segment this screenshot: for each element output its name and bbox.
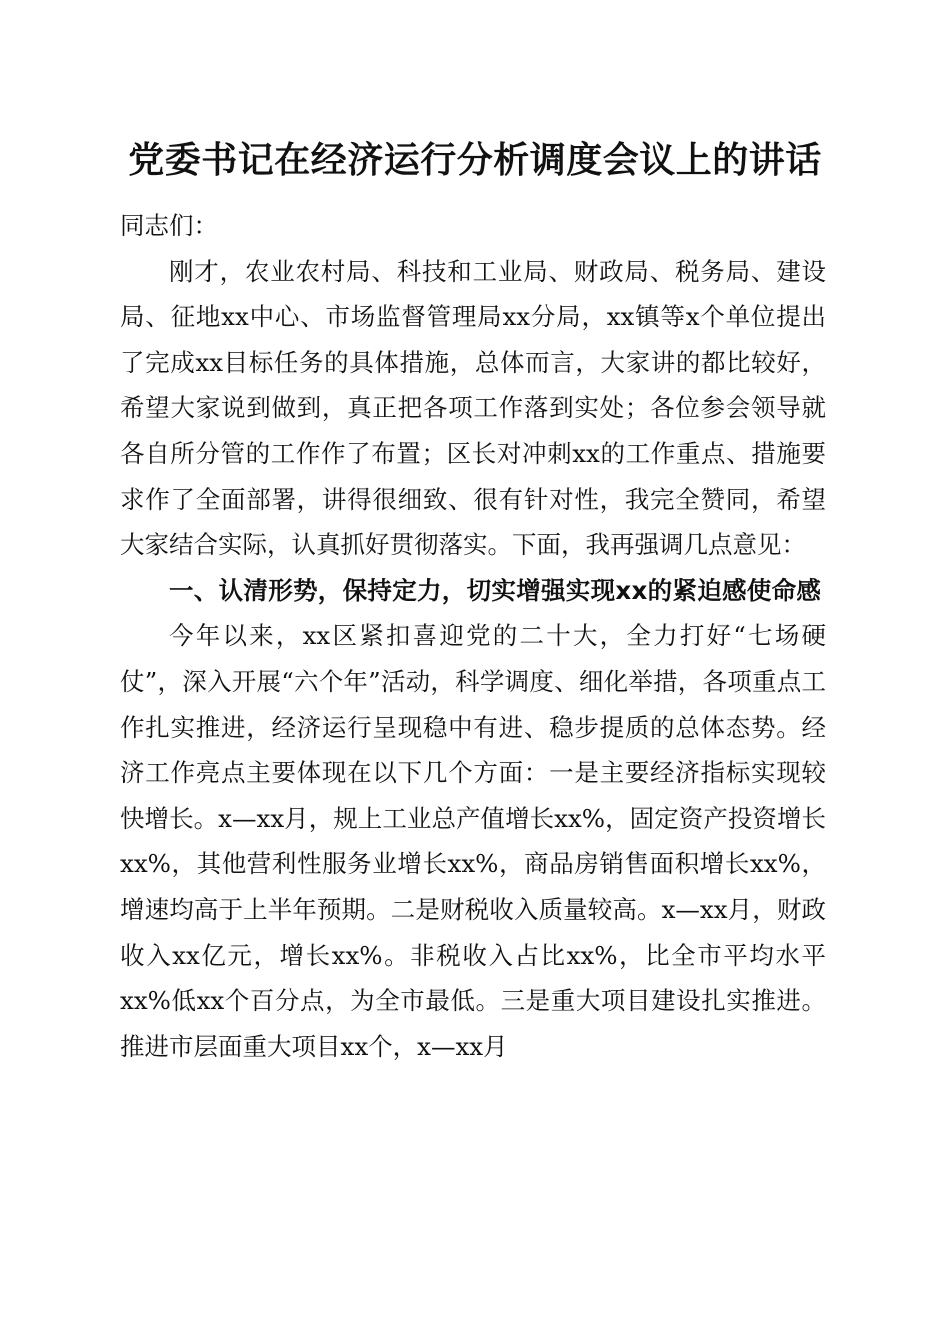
document-title: 党委书记在经济运行分析调度会议上的讲话	[128, 139, 822, 181]
salutation: 同志们：	[120, 211, 218, 240]
paragraph-opening: 刚才，农业农村局、科技和工业局、财政局、税务局、建设局、征地xx中心、市场监督管理局xx分局，xx镇等x个单位提出了完成xx目标任务的具体措施，总体而言，大家讲的都比较好，希望大家说到做到，真正把各项工作落到实处；各位参会领导就各自所分管的工作作了布置；区长对冲刺xx的工作重点、措施要求作了全面部署，讲得很细致、很有针对性，我完全赞同，希望大家结合实际，认真抓好贯彻落实。下面，我再强调几点意见：	[120, 256, 826, 560]
paragraph-situation: 今年以来，xx区紧扣喜迎党的二十大，全力打好“七场硬仗”，深入开展“六个年”活动，科学调度、细化举措，各项重点工作扎实推进，经济运行呈现稳中有进、稳步提质的总体态势。经济工作亮点主要体现在以下几个方面：一是主要经济指标实现较快增长。x—xx月，规上工业总产值增长xx%，固定资产投资增长xx%，其他营利性服务业增长xx%，商品房销售面积增长xx%，增速均高于上半年预期。二是财税收入质量较高。x—xx月，财政收入xx亿元，增长xx%。非税收入占比xx%，比全市平均水平xx%低xx个百分点，为全市最低。三是重大项目建设扎实推进。推进市层面重大项目xx个，x—xx月	[120, 621, 826, 1061]
document-body	[120, 203, 826, 1069]
section-heading-1: 一、认清形势，保持定力，切实增强实现xx的紧迫感使命感	[169, 575, 822, 605]
